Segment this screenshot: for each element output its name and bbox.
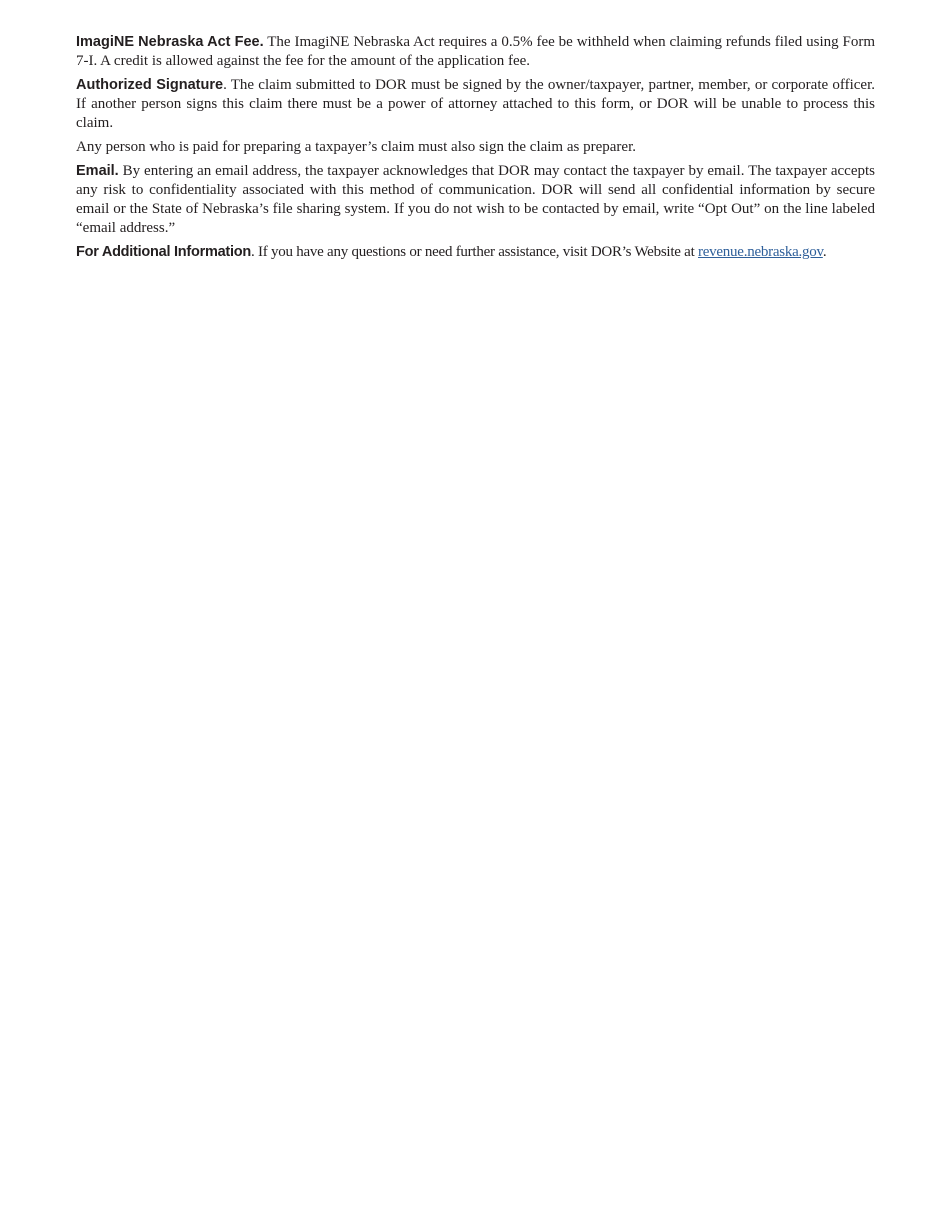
additional-info-suffix: . bbox=[822, 244, 827, 260]
additional-info-heading: For Additional Information bbox=[76, 244, 251, 260]
email-paragraph bbox=[76, 162, 875, 238]
imagine-fee-text: The ImagiNE Nebraska Act requires a 0.5% fee be withheld when claiming refunds filed using Form 7-I. A credit is allowed against the fee for the amount of the application fee. bbox=[76, 34, 876, 69]
additional-info-text: . If you have any questions or need further assistance, visit DOR’s Website at bbox=[251, 244, 698, 260]
imagine-fee-paragraph bbox=[76, 33, 875, 71]
preparer-text: Any person who is paid for preparing a taxpayer’s claim must also sign the claim as preparer. bbox=[76, 139, 636, 155]
preparer-paragraph bbox=[76, 138, 875, 157]
email-heading: Email. bbox=[76, 163, 119, 179]
additional-info-paragraph bbox=[76, 243, 875, 262]
authorized-signature-text: . The claim submitted to DOR must be signed by the owner/taxpayer, partner, member, or corporate officer. If another person signs this claim there must be a power of attorney attached to this form, or DOR will be unable to process this claim. bbox=[76, 77, 875, 131]
imagine-fee-heading: ImagiNE Nebraska Act Fee. bbox=[76, 34, 264, 50]
revenue-website-link[interactable]: revenue.nebraska.gov bbox=[698, 244, 823, 260]
authorized-signature-heading: Authorized Signature bbox=[76, 77, 224, 93]
email-text: By entering an email address, the taxpayer acknowledges that DOR may contact the taxpayer by email. The taxpayer accepts any risk to confidentiality associated with this method of communication. DOR will send all confidential information by secure email or the State of Nebraska’s file sharing system. If you do not wish to be contacted by email, write “Opt Out” on the line labeled “email address.” bbox=[76, 163, 875, 236]
instructions-page bbox=[76, 33, 875, 267]
authorized-signature-paragraph bbox=[76, 76, 875, 133]
